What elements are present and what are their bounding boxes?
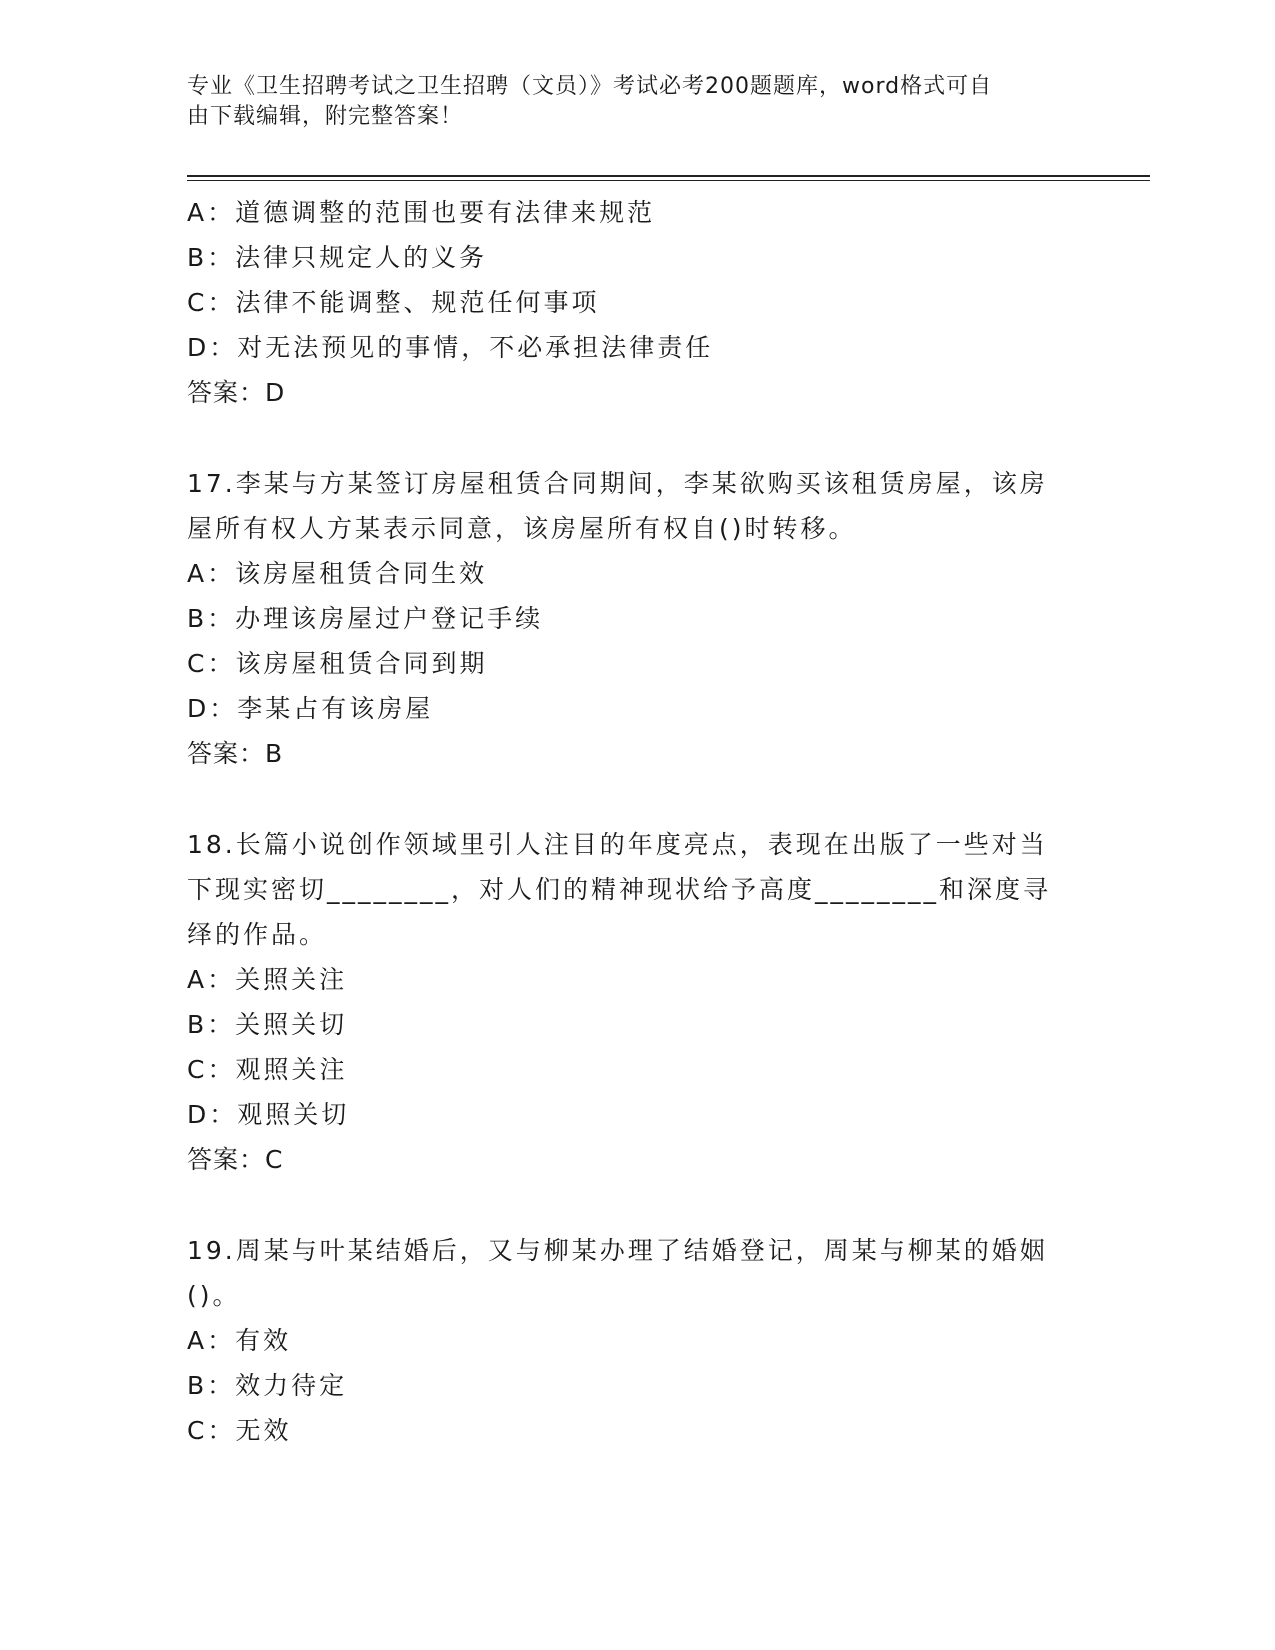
- option-b: B：效力待定: [187, 1371, 348, 1400]
- header-rule-secondary: [187, 180, 1150, 181]
- option-a: A：该房屋租赁合同生效: [187, 559, 488, 588]
- question-stem-line: ()。: [187, 1281, 241, 1310]
- option-b: B：法律只规定人的义务: [187, 243, 488, 272]
- page-header: [187, 72, 1087, 132]
- option-c: C：该房屋租赁合同到期: [187, 649, 488, 678]
- header-rule: [187, 175, 1150, 177]
- answer: 答案：D: [187, 378, 286, 407]
- answer: 答案：C: [187, 1145, 284, 1174]
- option-b: B：关照关切: [187, 1010, 348, 1039]
- spacer: [187, 776, 1087, 822]
- option-d: D：观照关切: [187, 1100, 350, 1129]
- question-stem-line: 下现实密切________，对人们的精神现状给予高度________和深度寻: [187, 875, 1052, 904]
- answer: 答案：B: [187, 739, 284, 768]
- question-16: [187, 190, 1087, 415]
- question-stem-line: 17.李某与方某签订房屋租赁合同期间，李某欲购买该租赁房屋，该房: [187, 469, 1048, 498]
- option-a: A：关照关注: [187, 965, 348, 994]
- header-line-1: 专业《卫生招聘考试之卫生招聘（文员）》考试必考200题题库，word格式可自: [187, 74, 993, 99]
- question-stem-line: 屋所有权人方某表示同意，该房屋所有权自()时转移。: [187, 514, 857, 543]
- spacer: [187, 1182, 1087, 1228]
- question-17: [187, 461, 1087, 776]
- question-18: [187, 822, 1087, 1182]
- option-c: C：观照关注: [187, 1055, 348, 1084]
- header-line-2: 由下载编辑，附完整答案！: [187, 104, 464, 129]
- question-list: [187, 190, 1087, 1453]
- option-a: A：道德调整的范围也要有法律来规范: [187, 198, 656, 227]
- option-b: B：办理该房屋过户登记手续: [187, 604, 544, 633]
- option-d: D：李某占有该房屋: [187, 694, 434, 723]
- option-a: A：有效: [187, 1326, 292, 1355]
- option-c: C：无效: [187, 1416, 292, 1445]
- option-d: D：对无法预见的事情，不必承担法律责任: [187, 333, 714, 362]
- question-stem-line: 绎的作品。: [187, 920, 328, 949]
- option-c: C：法律不能调整、规范任何事项: [187, 288, 600, 317]
- question-stem-line: 18.长篇小说创作领域里引人注目的年度亮点，表现在出版了一些对当: [187, 830, 1048, 859]
- question-stem-line: 19.周某与叶某结婚后，又与柳某办理了结婚登记，周某与柳某的婚姻: [187, 1236, 1048, 1265]
- spacer: [187, 415, 1087, 461]
- question-19: [187, 1228, 1087, 1453]
